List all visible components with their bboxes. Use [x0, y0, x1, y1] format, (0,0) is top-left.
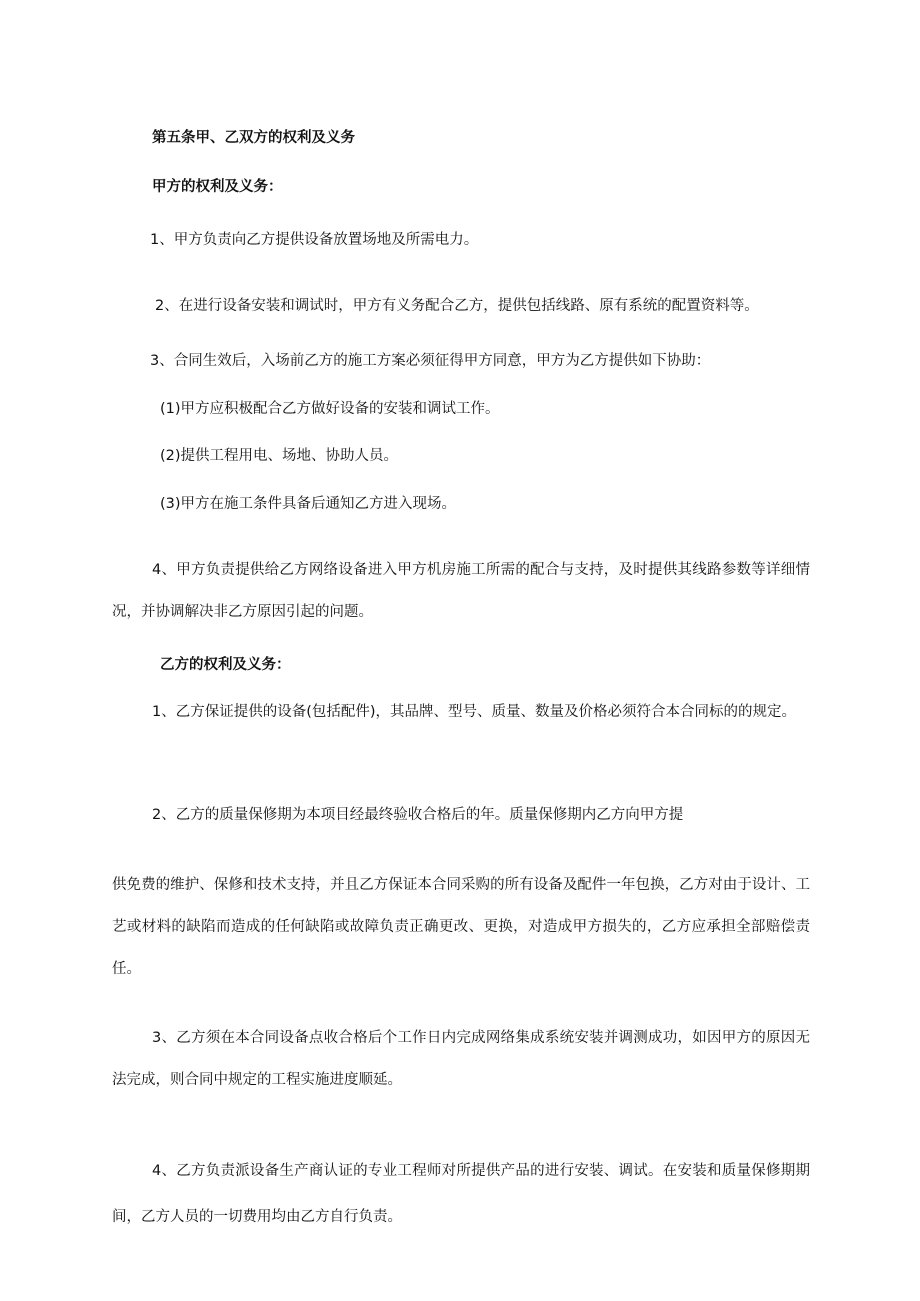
party-b-item-3: 3、乙方须在本合同设备点收合格后个工作日内完成网络集成系统安装并调测成功，如因甲方的原因无法完成，则合同中规定的工程实施进度顺延。: [112, 1030, 810, 1088]
party-b-item-2-continued: 供免费的维护、保修和技术支持，并且乙方保证本合同采购的所有设备及配件一年包换，乙方对由于设计、工艺或材料的缺陷而造成的任何缺陷或故障负责正确更改、更换，对造成甲方损失的，乙方应承担全部赔偿责任。: [112, 877, 810, 977]
party-b-item-4: 4、乙方负责派设备生产商认证的专业工程师对所提供产品的进行安装、调试。在安装和质量保修期期间，乙方人员的一切费用均由乙方自行负责。: [112, 1163, 810, 1225]
party-a-item-3: 3、合同生效后，入场前乙方的施工方案必须征得甲方同意，甲方为乙方提供如下协助：: [150, 353, 711, 369]
party-a-item-1: 1、甲方负责向乙方提供设备放置场地及所需电力。: [150, 232, 479, 248]
party-b-heading: 乙方的权利及义务：: [160, 657, 291, 673]
party-a-heading: 甲方的权利及义务：: [152, 179, 283, 195]
party-a-subitem-3: (3)甲方在施工条件具备后通知乙方进入现场。: [160, 496, 457, 512]
party-b-item-1: 1、乙方保证提供的设备(包括配件)，其品牌、型号、质量、数量及价格必须符合本合同标的的规定。: [152, 704, 797, 720]
party-a-item-4: 4、甲方负责提供给乙方网络设备进入甲方机房施工所需的配合与支持，及时提供其线路参数等详细情况，并协调解决非乙方原因引起的问题。: [112, 562, 810, 620]
party-a-subitem-2: (2)提供工程用电、场地、协助人员。: [160, 448, 399, 464]
article-heading: 第五条甲、乙双方的权利及义务: [152, 130, 355, 146]
party-a-item-2: 2、在进行设备安装和调试时，甲方有义务配合乙方，提供包括线路、原有系统的配置资料等。: [155, 298, 759, 314]
party-b-item-2: 2、乙方的质量保修期为本项目经最终验收合格后的年。质量保修期内乙方向甲方提: [152, 807, 684, 823]
party-a-subitem-1: (1)甲方应积极配合乙方做好设备的安装和调试工作。: [160, 401, 500, 417]
